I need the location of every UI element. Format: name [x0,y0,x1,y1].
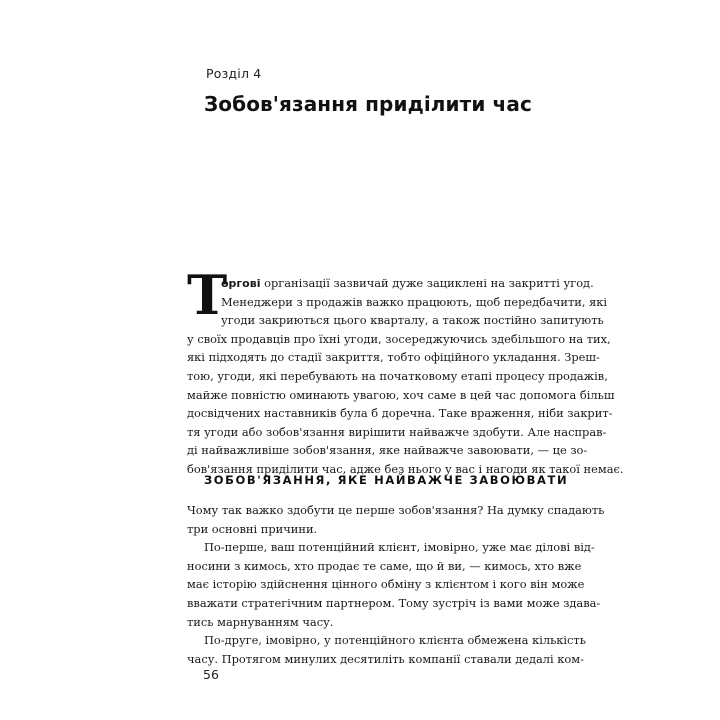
body-line: носини з кимось, хто продає те саме, що й ви, — кимось, хто вже [187,558,582,573]
intro-line [187,274,594,293]
intro-line: у своїх продавців про їхні угоди, зосереджуючись здебільшого на тих, [187,331,611,346]
chapter-title: Зобов'язання приділити час [204,92,532,116]
intro-paragraph [187,274,624,479]
intro-line: Менеджери з продажів важко працюють, щоб передбачити, які [221,294,608,309]
body-line: Чому так важко здобути це перше зобов'язання? На думку спадають [187,503,605,517]
body-line: По-друге, імовірно, у потенційного клієнта обмежена кількість [204,633,586,648]
chapter-label: Розділ 4 [206,66,262,81]
page-number: 56 [203,667,219,682]
lead-word: оргові [221,277,261,290]
intro-line: тою, угоди, які перебувають на початковому етапі процесу продажів, [187,368,608,383]
body-line: вважати стратегічним партнером. Тому зустріч із вами може здава- [187,595,601,610]
body-line: має історію здійснення цінного обміну з клієнтом і кого він може [187,577,585,592]
intro-line: угоди закриються цього кварталу, а також постійно запитують [221,313,604,328]
section-heading: ЗОБОВ'ЯЗАННЯ, ЯКЕ НАЙВАЖЧЕ ЗАВОЮВАТИ [204,473,569,487]
drop-cap: Т [187,263,228,327]
intro-line: тя угоди або зобов'язання вирішити найважче здобути. Але насправ- [187,424,607,439]
body-line: три основні причини. [187,521,318,536]
body-line: тись марнуванням часу. [187,614,334,629]
body-line: часу. Протягом минулих десятиліть компанії ставали дедалі ком- [187,651,584,666]
section-body [187,501,605,668]
body-line: По-перше, ваш потенційний клієнт, імовірно, уже має ділові від- [204,540,595,555]
intro-line: ді найважливіше зобов'язання, яке найважче завоювати, — це зо- [187,443,588,458]
intro-line: які підходять до стадії закриття, тобто офіційного укладання. Зреш- [187,350,600,365]
intro-line: бов'язання приділити час, адже без нього у вас і нагоди як такої немає. [187,461,624,476]
intro-line: майже повністю оминають увагою, хоч саме в цей час допомога більш [187,387,615,402]
intro-line-text: організації зазвичай дуже зациклені на закритті угод. [260,276,594,290]
intro-line: досвідчених наставників була б доречна. Таке враження, ніби закрит- [187,406,613,421]
